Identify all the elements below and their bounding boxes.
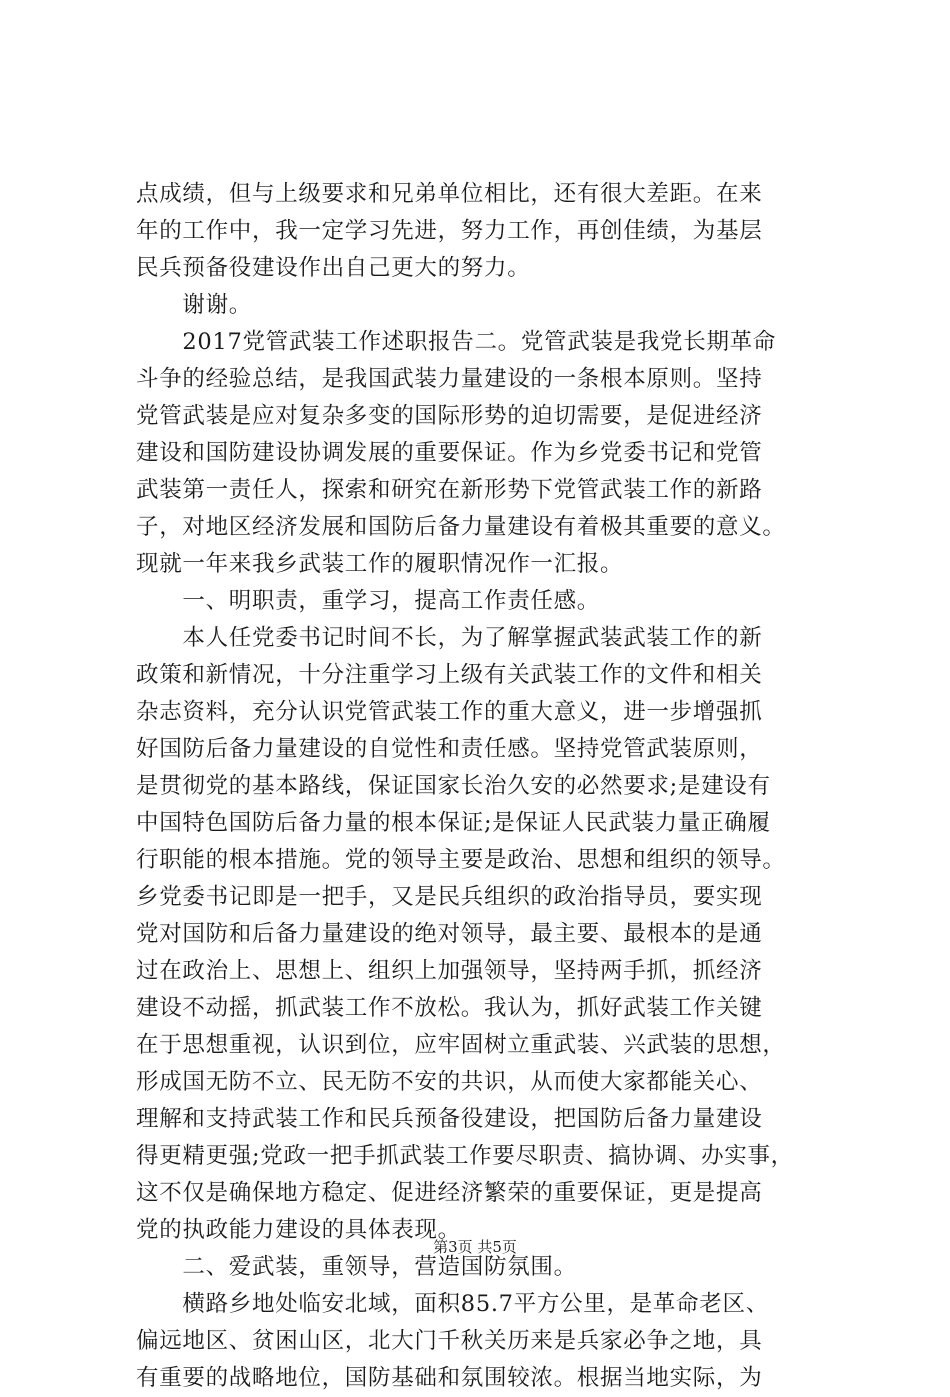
- text-line: 杂志资料，充分认识党管武装工作的重大意义，进一步增强抓: [136, 699, 763, 725]
- text-line: 建设不动摇，抓武装工作不放松。我认为，抓好武装工作关键: [136, 995, 763, 1021]
- text-line: 党管武装是应对复杂多变的国际形势的迫切需要，是促进经济: [136, 403, 763, 429]
- text-line: 斗争的经验总结，是我国武装力量建设的一条根本原则。坚持: [136, 366, 763, 392]
- text-line: 点成绩，但与上级要求和兄弟单位相比，还有很大差距。在来: [136, 181, 763, 207]
- section-heading: 一、明职责，重学习，提高工作责任感。: [136, 588, 601, 614]
- text-line: 党对国防和后备力量建设的绝对领导，最主要、最根本的是通: [136, 921, 763, 947]
- text-line: 年的工作中，我一定学习先进，努力工作，再创佳绩，为基层: [136, 218, 763, 244]
- text-line: 谢谢。: [136, 292, 253, 318]
- text-line: 得更精更强;党政一把手抓武装工作要尽职责、搞协调、办实事，: [136, 1143, 794, 1169]
- page-number-footer: 第3页 共5页: [433, 1238, 517, 1256]
- text-line: 有重要的战略地位，国防基础和氛围较浓。根据当地实际，为: [136, 1365, 763, 1391]
- text-line: 党的执政能力建设的具体表现。: [136, 1217, 461, 1243]
- text-line: 2017党管武装工作述职报告二。党管武装是我党长期革命: [136, 329, 777, 355]
- body-text: [136, 176, 826, 1397]
- text-line: 这不仅是确保地方稳定、促进经济繁荣的重要保证，更是提高: [136, 1180, 763, 1206]
- text-line: 形成国无防不立、民无防不安的共识，从而使大家都能关心、: [136, 1069, 763, 1095]
- text-line: 民兵预备役建设作出自己更大的努力。: [136, 255, 531, 281]
- text-line: 子，对地区经济发展和国防后备力量建设有着极其重要的意义。: [136, 514, 786, 540]
- text-line: 中国特色国防后备力量的根本保证;是保证人民武装力量正确履: [136, 810, 771, 836]
- text-line: 乡党委书记即是一把手，又是民兵组织的政治指导员，要实现: [136, 884, 763, 910]
- section-heading: 二、爱武装，重领导，营造国防氛围。: [136, 1254, 577, 1280]
- text-line: 政策和新情况，十分注重学习上级有关武装工作的文件和相关: [136, 662, 763, 688]
- text-line: 偏远地区、贫困山区，北大门千秋关历来是兵家必争之地，具: [136, 1328, 763, 1354]
- text-line: 行职能的根本措施。党的领导主要是政治、思想和组织的领导。: [136, 847, 786, 873]
- text-line: 理解和支持武装工作和民兵预备役建设，把国防后备力量建设: [136, 1106, 763, 1132]
- text-line: 武装第一责任人，探索和研究在新形势下党管武装工作的新路: [136, 477, 763, 503]
- text-line: 好国防后备力量建设的自觉性和责任感。坚持党管武装原则，: [136, 736, 763, 762]
- text-line: 过在政治上、思想上、组织上加强领导，坚持两手抓，抓经济: [136, 958, 763, 984]
- text-line: 是贯彻党的基本路线，保证国家长治久安的必然要求;是建设有: [136, 773, 771, 799]
- text-line: 在于思想重视，认识到位，应牢固树立重武装、兴武装的思想，: [136, 1032, 786, 1058]
- text-line: 现就一年来我乡武装工作的履职情况作一汇报。: [136, 551, 624, 577]
- text-line: 本人任党委书记时间不长，为了解掌握武装武装工作的新: [136, 625, 763, 651]
- text-line: 建设和国防建设协调发展的重要保证。作为乡党委书记和党管: [136, 440, 763, 466]
- text-line: 横路乡地处临安北域，面积85.7平方公里，是革命老区、: [136, 1291, 769, 1317]
